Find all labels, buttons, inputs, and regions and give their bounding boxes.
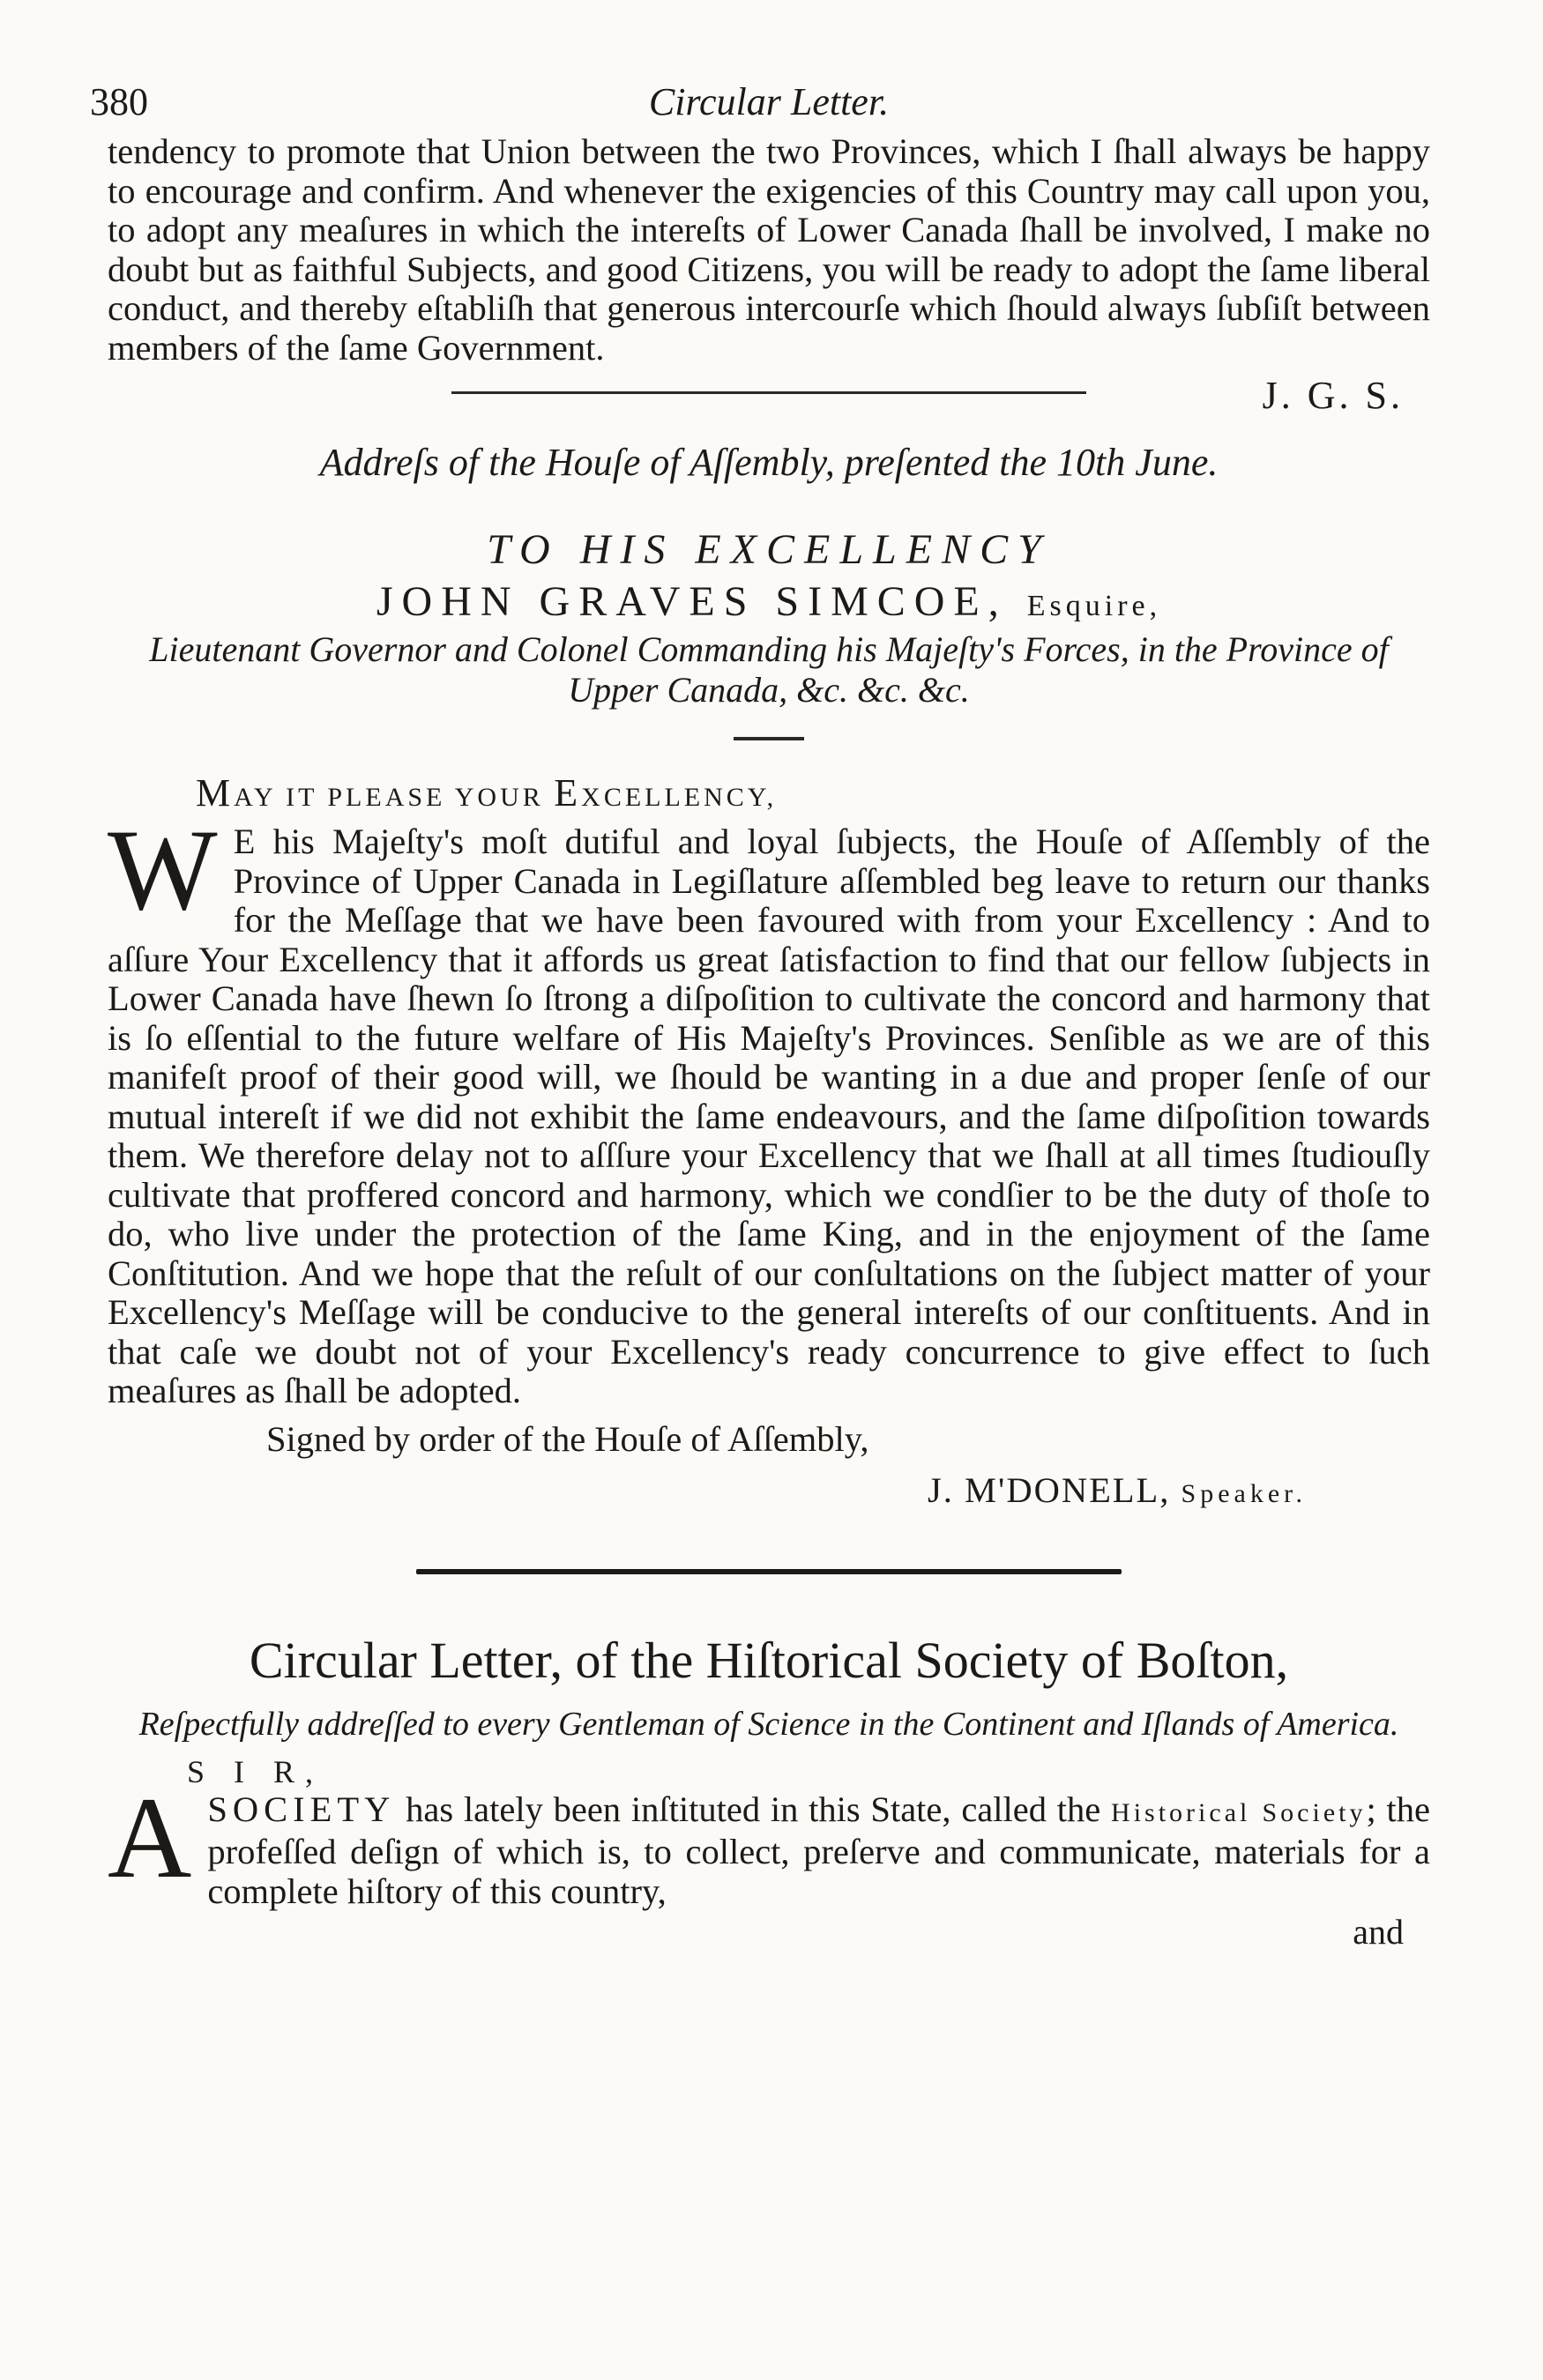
address-body xyxy=(108,805,1430,1411)
speaker-signature xyxy=(108,1469,1430,1511)
circular-letter-subheading: Reſpectfully addreſſed to every Gentleman of Science in the Continent and Iſlands of America. xyxy=(138,1705,1399,1743)
circular-letter-heading: Circular Letter, of the Hiſtorical Society of Boſton, xyxy=(249,1631,1289,1689)
speaker-name: J. M'DONELL, xyxy=(928,1469,1171,1510)
ornamental-divider xyxy=(416,1569,1122,1574)
salutation-initial-2: E xyxy=(554,771,582,814)
opening-paragraph-text: tendency to promote that Union between the two Provinces, which I ſhall always be happy to encourage and confirm. And whenever the exigencies of this Country may call upon you, to adopt any meaſures in which the intereſts of Lower Canada ſhall be involved, I make no doubt but as faithful Subjects, and good Citizens, you will be ready to adopt the ſame liberal conduct, and thereby eſtabliſh that generous intercourſe which ſhould always ſubſiſt between members of the ſame Government. xyxy=(108,131,1430,368)
addressee-titles: Lieutenant Governor and Colonel Commanding his Majeſty's Forces, in the Province of Upper Canada, &c. &c. &c. xyxy=(149,629,1389,710)
address-body-text: E his Majeſty's moſt dutiful and loyal ſubjects, the Houſe of Aſſembly of the Province of Upper Canada in Legiſlature aſſembled beg leave to return our thanks for the Meſſage that we have been favoured with from your Excellency : And to aſſure Your Excellency that it affords us great ſatisfaction to find that our fellow ſubjects in Lower Canada have ſhewn ſo ſtrong a diſpoſition to cultivate the concord and harmony that is ſo eſſential to the future welfare of His Majeſty's Provinces. Senſible as we are of this manifeſt proof of their good will, we ſhould be wanting in a due and proper ſenſe of our mutual intereſt if we did not exhibit the ſame endeavours, and the ſame diſpoſition towards them. We therefore delay not to aſſſure your Excellency that we ſhall at all times ſtudiouſly cultivate that proffered concord and harmony, which we condſier to be the duty of thoſe to do, who live under the protection of the ſame King, and in the enjoyment of the ſame Conſtitution. And we hope that the reſult of our conſultations on the ſubject matter of your Excellency's Meſſage will be conducive to the general intereſts of our conſtituents. And in that caſe we doubt not of your Excellency's ready concurrence to give effect to ſuch meaſures as ſhall be adopted. xyxy=(108,822,1430,1410)
short-ornament-rule xyxy=(734,737,804,740)
circular-letter-text xyxy=(108,1772,1431,1912)
salutation-part-1: AY IT PLEASE YOUR xyxy=(234,783,555,812)
circular-lead-word: SOCIETY xyxy=(207,1789,396,1829)
address-drop-cap: W xyxy=(108,805,218,934)
salutation-part-2: XCELLENCY, xyxy=(581,783,778,812)
opening-paragraph xyxy=(108,132,1430,368)
circular-lead-rest: has lately been inſtituted in this State, called the xyxy=(395,1789,1101,1829)
society-name: Historical Society xyxy=(1111,1797,1367,1827)
signed-line: Signed by order of the Houſe of Aſſembly, xyxy=(266,1418,869,1459)
section-divider-rule xyxy=(451,391,1086,394)
address-caption: Addreſs of the Houſe of Aſſembly, preſented the 10th June. xyxy=(319,441,1219,484)
addressee-name xyxy=(108,577,1430,626)
running-head xyxy=(90,79,1430,132)
salutation-initial-1: M xyxy=(196,771,235,814)
circular-body-text: ; the profeſſed deſign of which is, to collect, preſerve and communicate, materials for a complete hiſtory of this country, xyxy=(207,1789,1431,1911)
catchword: and xyxy=(1353,1912,1404,1952)
address-to-line: TO HIS EXCELLENCY xyxy=(487,526,1051,573)
circular-letter-body xyxy=(108,1772,1431,1912)
sir-salutation: S I R, xyxy=(187,1753,324,1789)
speaker-title: Speaker. xyxy=(1181,1478,1307,1508)
salutation xyxy=(196,770,1430,815)
running-title: Circular Letter. xyxy=(648,80,890,123)
addressee-name-text: JOHN GRAVES SIMCOE, xyxy=(376,578,1008,625)
circular-drop-cap: A xyxy=(108,1772,192,1902)
page-number: 380 xyxy=(90,80,148,123)
document-page xyxy=(90,79,1431,1952)
opening-signature: J. G. S. xyxy=(1262,374,1404,417)
addressee-name-suffix: Esquire, xyxy=(1026,590,1162,622)
